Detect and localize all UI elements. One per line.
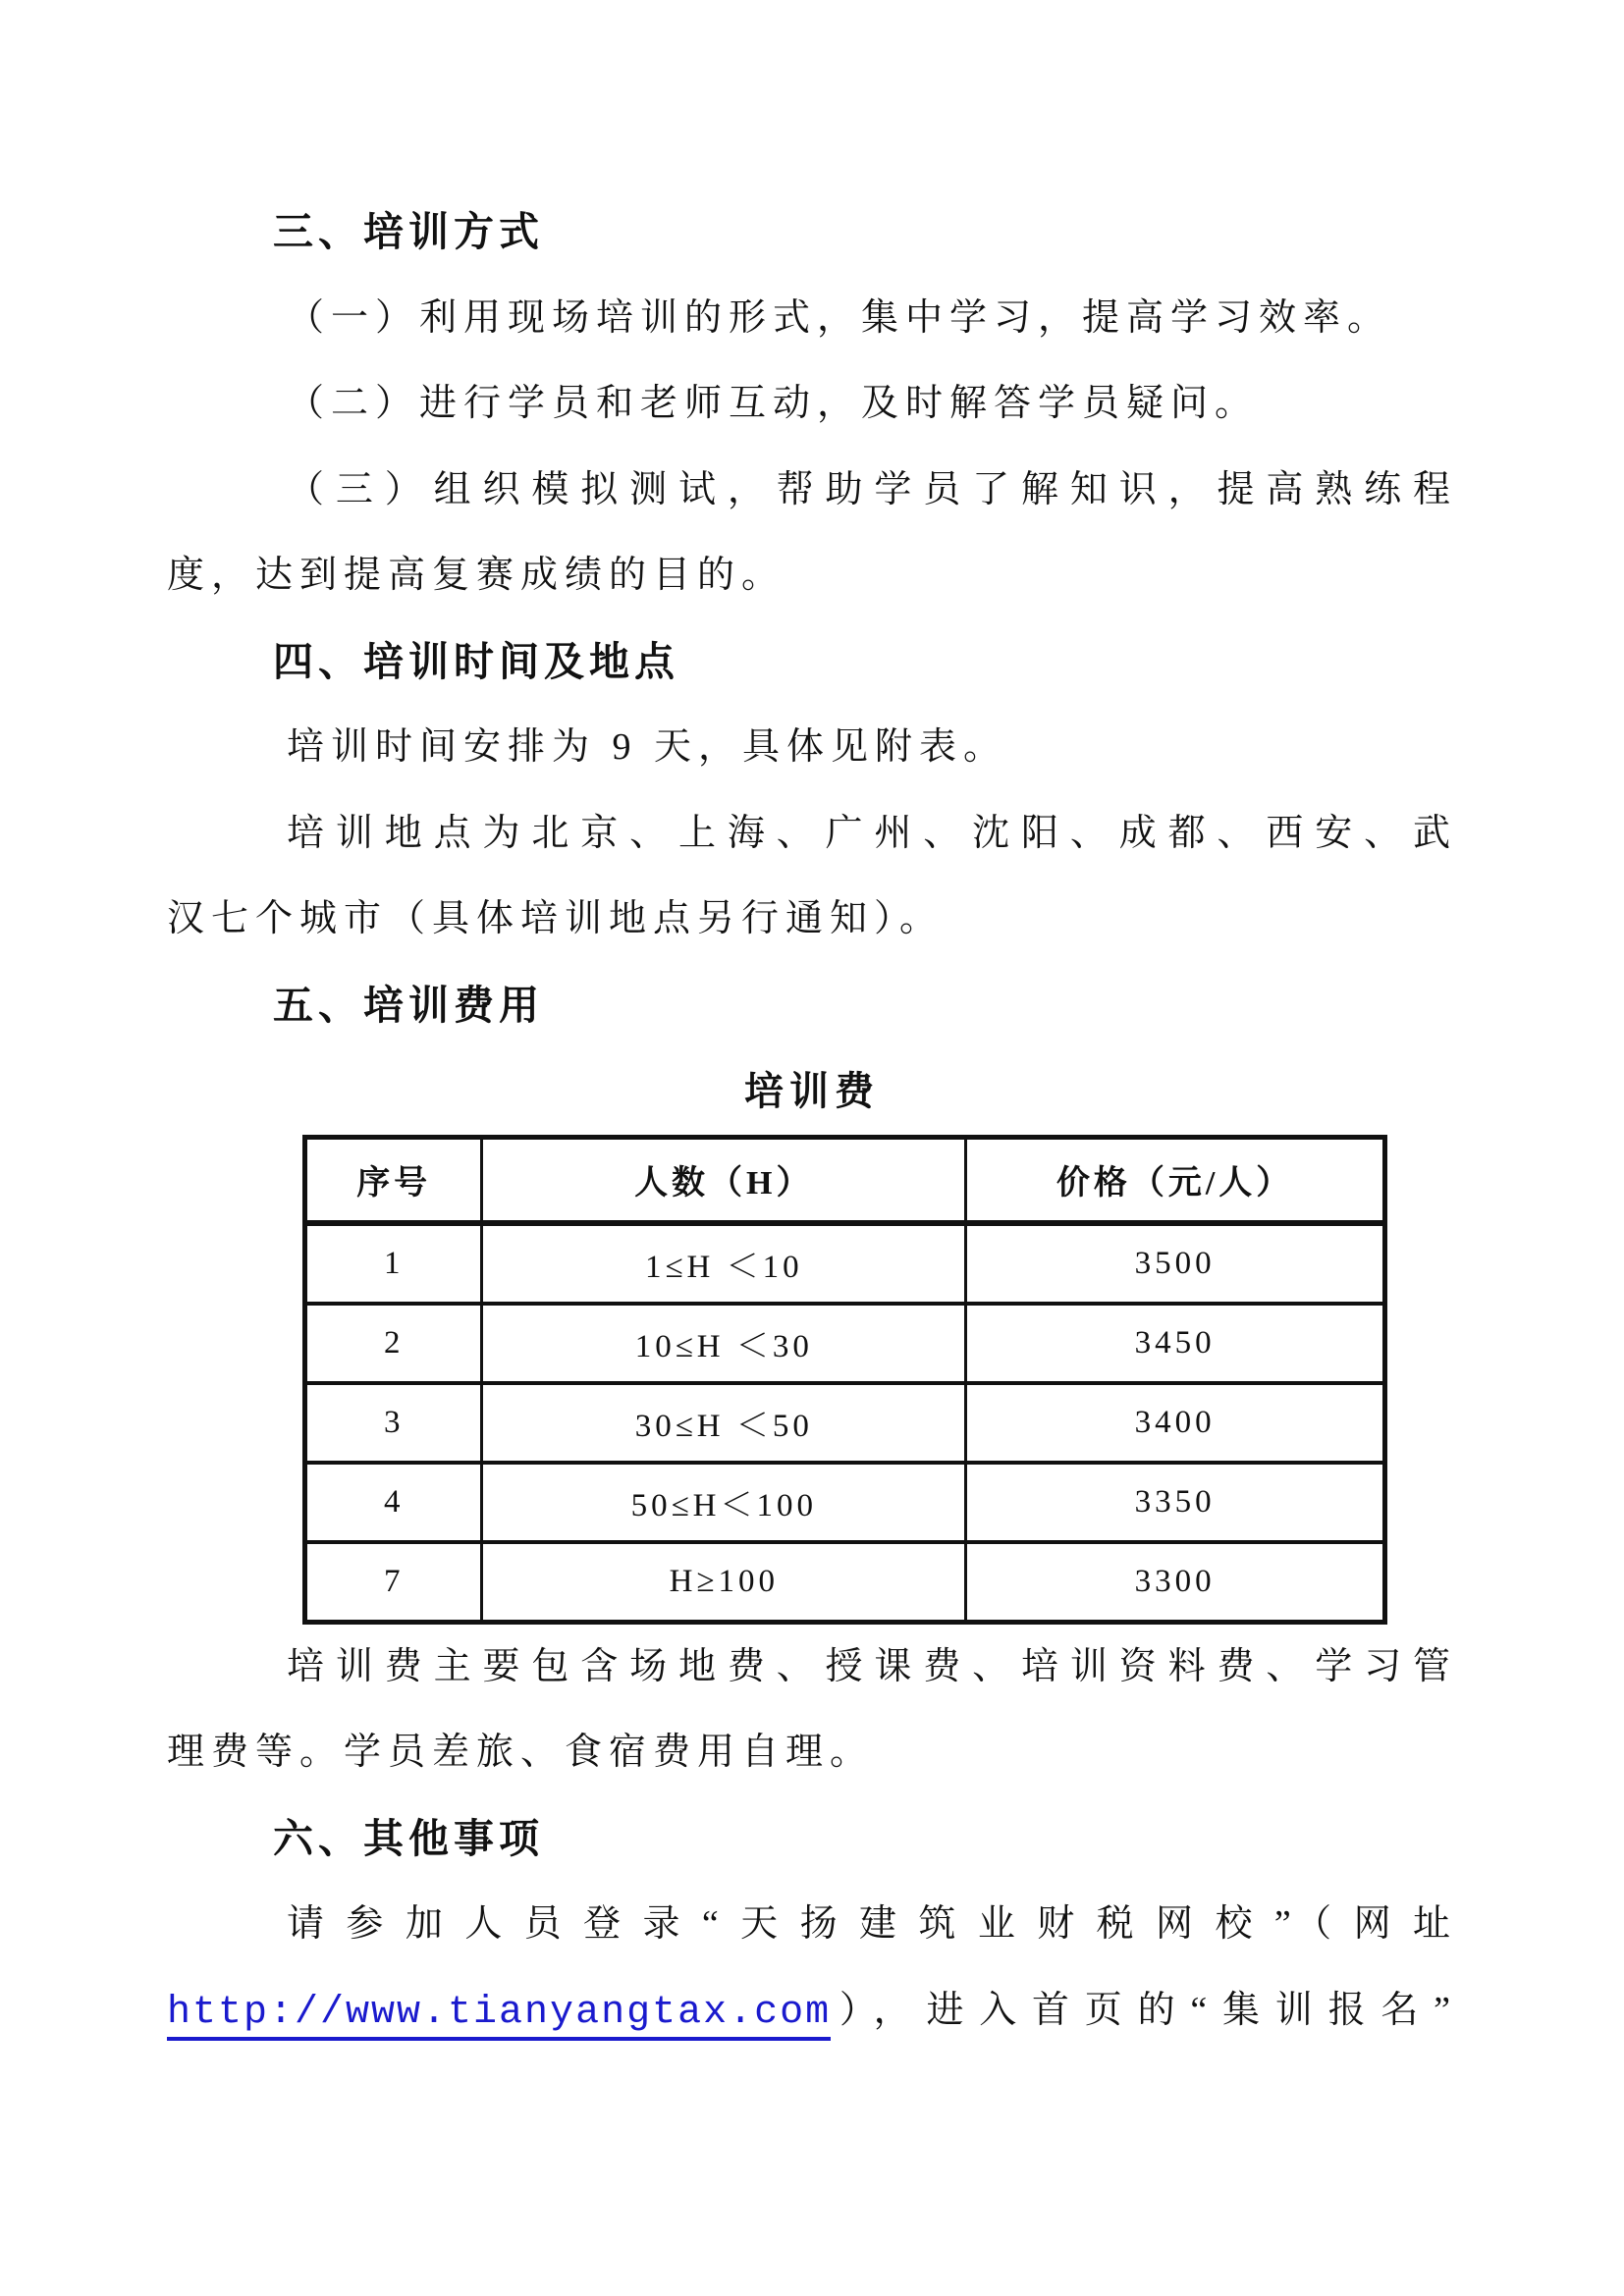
- fee-table-row: [305, 1463, 1385, 1542]
- section-4-paragraph-2-line-1: 培训地点为北京、上海、广州、沈阳、成都、西安、武: [287, 812, 1457, 854]
- section-3-heading: 三、培训方式: [273, 209, 544, 254]
- fee-table-header-headcount: 人数（H）: [482, 1137, 966, 1223]
- fee-table-header-price: 价格（元/人）: [966, 1137, 1385, 1223]
- section-6-paragraph-line-2: [167, 1968, 1457, 2056]
- section-5-note-line-2: 理费等。学员差旅、食宿费用自理。: [167, 1732, 875, 1773]
- section-6-paragraph-line-2-rest: ），进入首页的“集训报名”: [831, 1989, 1457, 2031]
- fee-row-1-headcount: 1≤H ＜10: [482, 1223, 966, 1304]
- fee-table-row: [305, 1304, 1385, 1383]
- fee-row-4-headcount: 50≤H＜100: [482, 1463, 966, 1542]
- fee-row-5-index: 7: [305, 1542, 482, 1623]
- fee-row-1-index: 1: [305, 1223, 482, 1304]
- fee-row-1-price: 3500: [966, 1223, 1385, 1304]
- section-3-item-3-line-2: 度，达到提高复赛成绩的目的。: [167, 555, 786, 596]
- section-5-heading: 五、培训费用: [273, 982, 544, 1028]
- section-3-item-2: （二）进行学员和老师互动，及时解答学员疑问。: [287, 383, 1260, 424]
- fee-row-3-price: 3400: [966, 1383, 1385, 1463]
- fee-table-caption: 培训费: [744, 1069, 880, 1113]
- section-6-heading: 六、其他事项: [273, 1815, 544, 1861]
- fee-row-3-headcount: 30≤H ＜50: [482, 1383, 966, 1463]
- fee-row-5-headcount: H≥100: [482, 1542, 966, 1623]
- fee-table-header-index: 序号: [305, 1137, 482, 1223]
- section-4-paragraph-1: 培训时间安排为 9 天，具体见附表。: [287, 726, 1008, 768]
- fee-table-row: [305, 1542, 1385, 1623]
- section-5-note-line-1: 培训费主要包含场地费、授课费、培训资料费、学习管: [287, 1645, 1457, 1687]
- section-4-heading: 四、培训时间及地点: [273, 638, 679, 684]
- fee-row-2-index: 2: [305, 1304, 482, 1383]
- website-link[interactable]: http://www.tianyangtax.com: [167, 1991, 831, 2041]
- fee-row-4-index: 4: [305, 1463, 482, 1542]
- fee-row-2-headcount: 10≤H ＜30: [482, 1304, 966, 1383]
- fee-table: [302, 1135, 1387, 1625]
- section-3-item-1: （一）利用现场培训的形式，集中学习，提高学习效率。: [287, 296, 1392, 339]
- fee-row-2-price: 3450: [966, 1304, 1385, 1383]
- section-4-paragraph-2-line-2: 汉七个城市（具体培训地点另行通知）。: [167, 898, 945, 939]
- fee-row-5-price: 3300: [966, 1542, 1385, 1623]
- section-3-item-3-line-1: （三）组织模拟测试，帮助学员了解知识，提高熟练程: [287, 468, 1457, 510]
- section-6-paragraph-line-1: 请参加人员登录“天扬建筑业财税网校”（网址: [287, 1903, 1457, 1945]
- fee-table-row: [305, 1223, 1385, 1304]
- fee-row-4-price: 3350: [966, 1463, 1385, 1542]
- fee-row-3-index: 3: [305, 1383, 482, 1463]
- fee-table-row: [305, 1383, 1385, 1463]
- document-content: [167, 0, 1457, 2056]
- fee-table-header-row: [305, 1137, 1385, 1223]
